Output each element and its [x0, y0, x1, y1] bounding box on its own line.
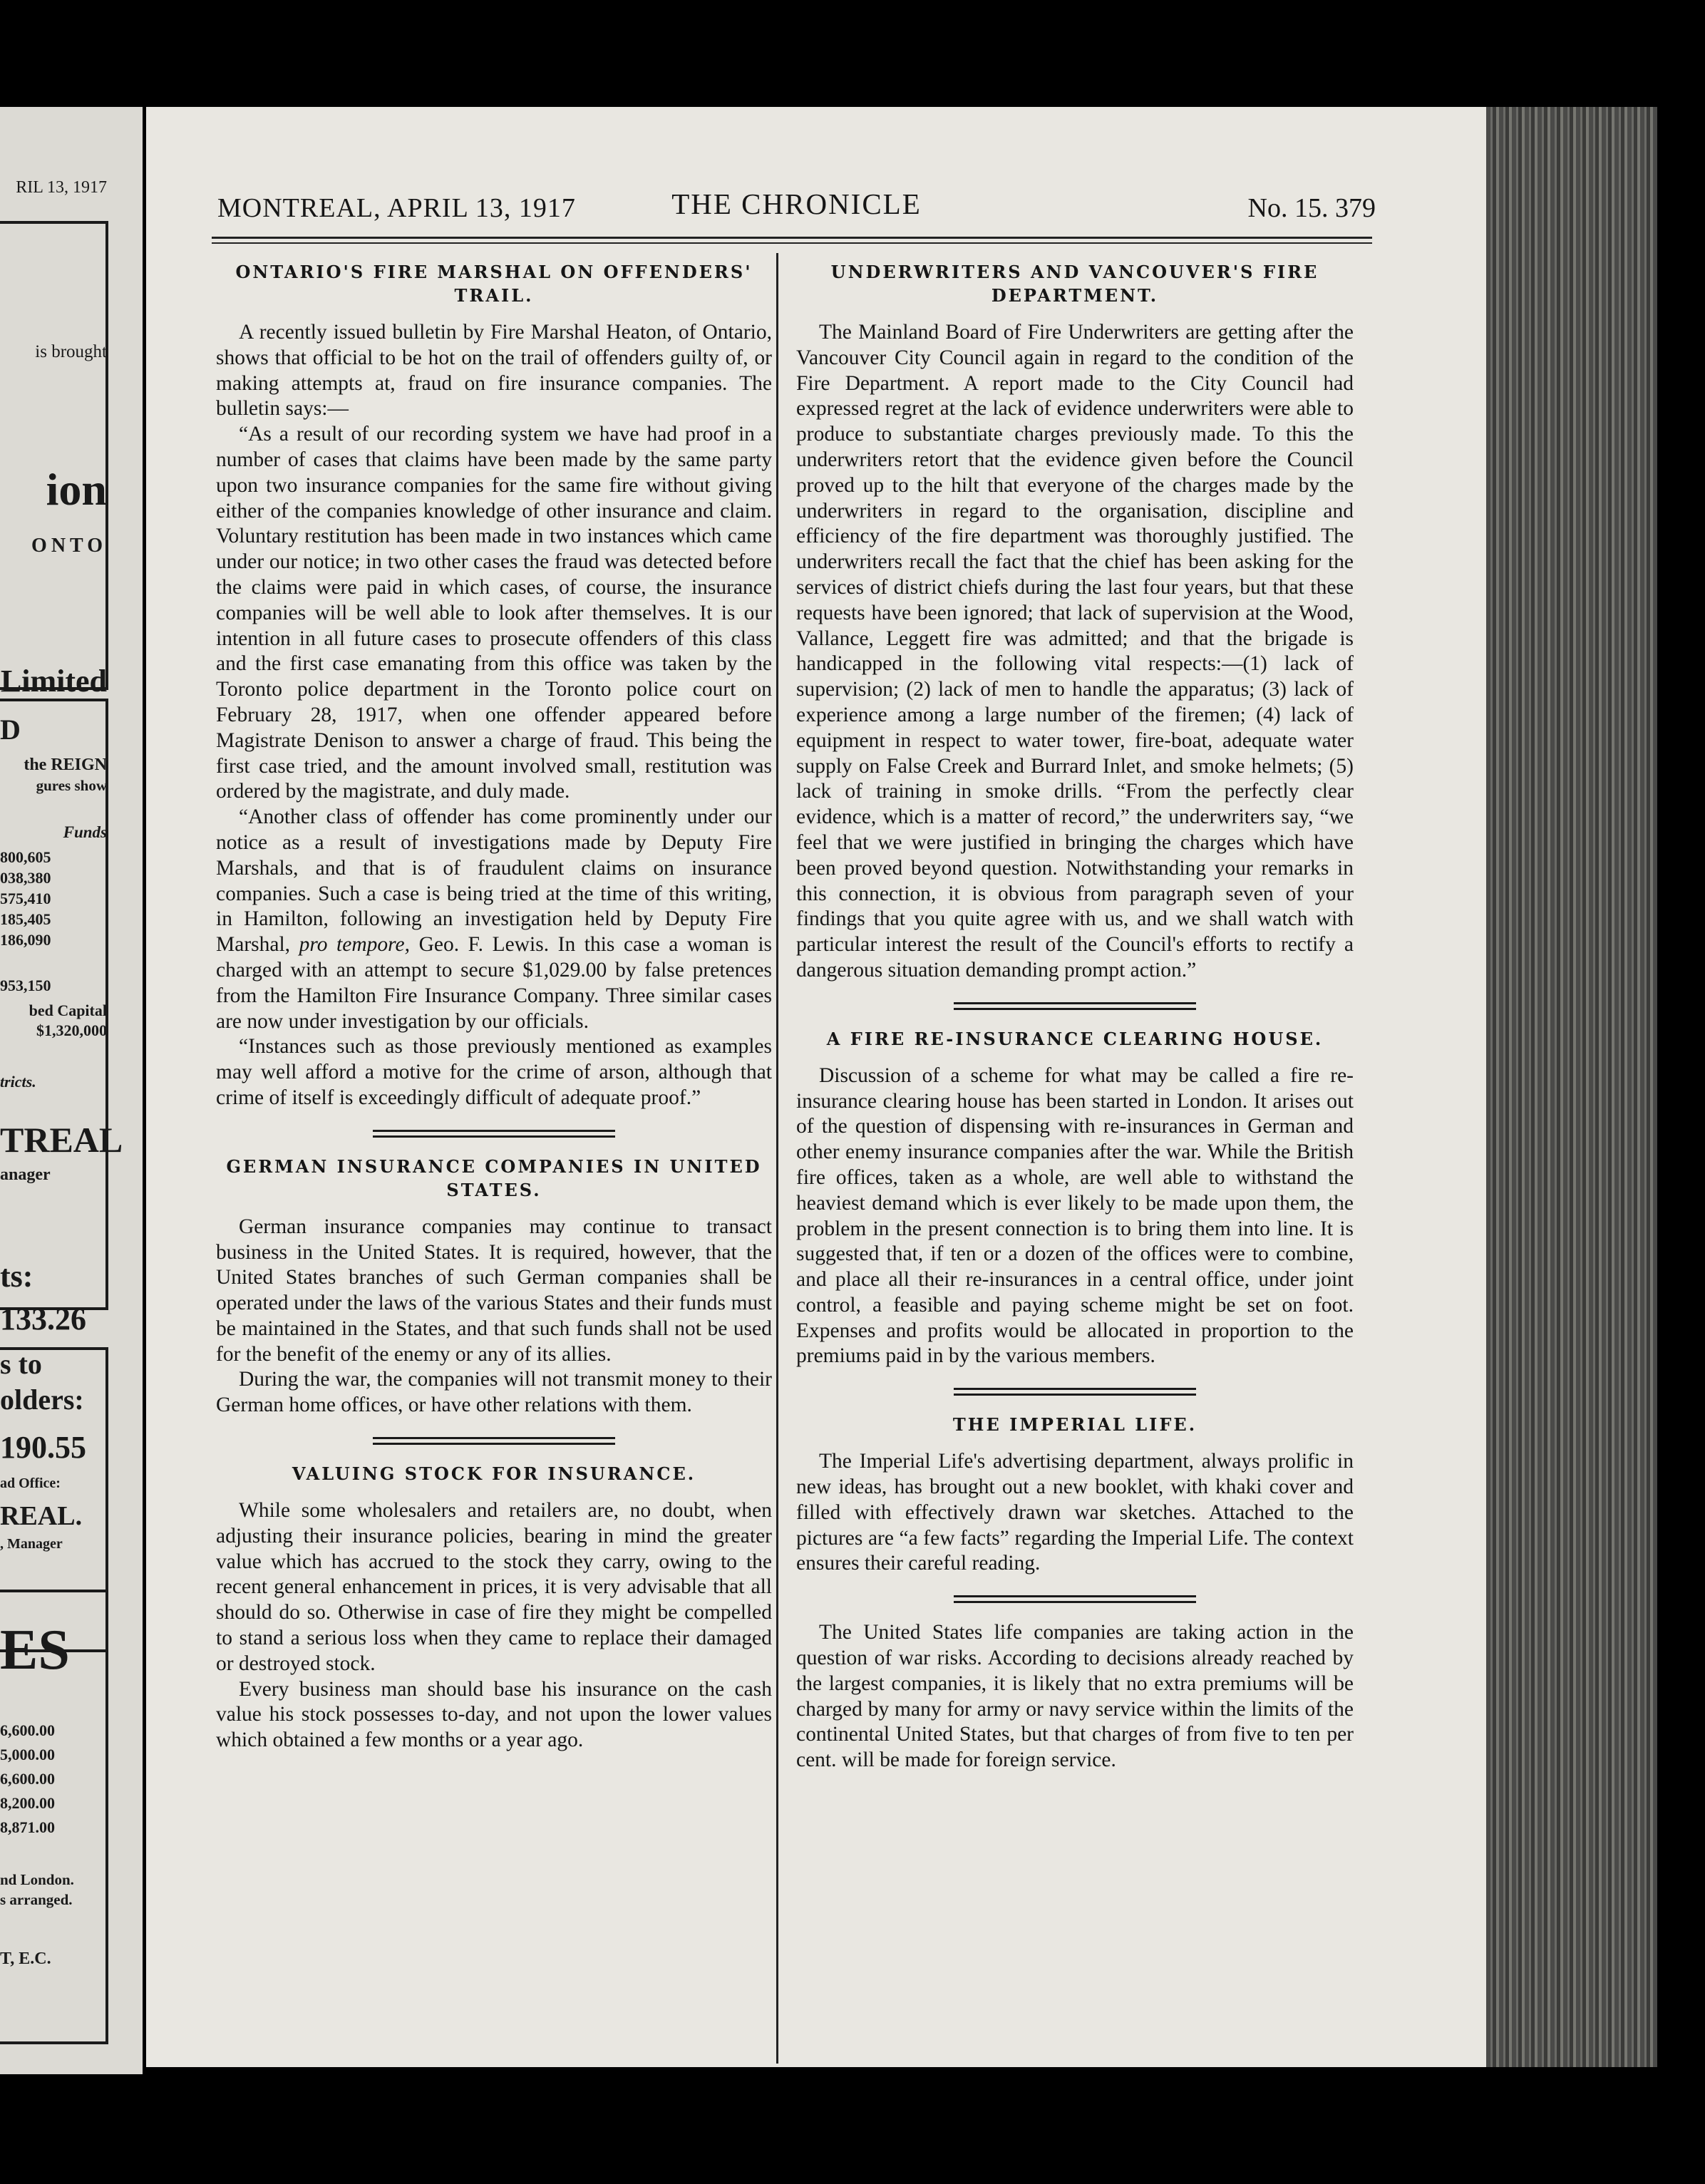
vancouver-paragraph-1: The Mainland Board of Fire Underwriters are getting after the Vancouver City Council again in regard to the condition of the Fire Department. A report made to the City Council had expressed regret at the lack of evidence underwriters were able to produce to substantiate charges previously made. To this the underwriters retort that the evidence given before the Council proved up to the hilt that everyone of the charges made by the underwriters in regard to the organisation, discipline and efficiency of the fire department was thoroughly justified. The underwriters recall the fact that the chief has been asking for the services of district chiefs during the last four years, but that these requests have been ignored; that lack of supervision at the Wood, Vallance, Leggett fire was admitted; and that the brigade is handicapped in the following vital respects:—(1) lack of supervision; (2) lack of men to handle the apparatus; (3) lack of experience among a large number of the firemen; (4) lack of equipment in respect to water tower, fire-boat, adequate water supply on False Creek and Burrard Inlet, and smoke helmets; (5) lack of training in smoke drills. “From the perfectly clear evidence, which is a matter of record,” the underwriters say, “we feel that we were justified in bringing the charges which have been proved beyond question. Notwithstanding your remarks in this connection, it is obvious from paragraph seven of your findings that you quite agree with us, and we shall watch with particular interest the result of the Council's efforts to rectify a dangerous situation demanding prompt action.”: [796, 321, 1354, 982]
facing-amount-1: 133.26: [0, 1302, 86, 1336]
heading-vancouver: UNDERWRITERS AND VANCOUVER'S FIRE DEPARTMENT.: [830, 262, 1319, 306]
facing-amount-4: 5,000.00: [0, 1746, 55, 1763]
clearing-paragraph-1: Discussion of a scheme for what may be called a fire re-insurance clearing house has been started in London. It arises out of the question of dispensing with re-insurances in German and other enemy insurance companies after the war. While the British fire offices, taken as a whole, are well able to withstand the heaviest demand which is ever likely to be made upon them, the problem in the present connection is to bring them into line. It is suggested that, if ten or a dozen of the offices were to combine, and place all their re-insurances in a central office, under joint control, a feasible and paying scheme might be set on foot. Expenses and profits would be allocated in proportion to the premiums paid in by the various members.: [796, 1063, 1354, 1368]
heading-clearing-house: A FIRE RE-INSURANCE CLEARING HOUSE.: [826, 1028, 1324, 1049]
page-header: [217, 187, 1376, 230]
section-rule: [954, 1595, 1196, 1603]
heading-german: GERMAN INSURANCE COMPANIES IN UNITED STATES.: [226, 1155, 762, 1200]
facing-amount-6: 8,200.00: [0, 1794, 55, 1812]
facing-text-districts: tricts.: [0, 1073, 36, 1091]
facing-text-office: ad Office:: [0, 1475, 61, 1491]
facing-capital-value: $1,320,000: [36, 1021, 107, 1039]
facing-capital-label: bed Capital: [29, 1001, 107, 1019]
header-rule-secondary: [212, 242, 1372, 244]
facing-total: 953,150: [0, 977, 51, 994]
newspaper-page: [146, 107, 1486, 2067]
section-rule: [954, 1002, 1196, 1010]
facing-text-manager: anager: [0, 1165, 51, 1184]
section-rule: [373, 1130, 615, 1138]
heading-ontario: ONTARIO'S FIRE MARSHAL ON OFFENDERS' TRAIL.: [235, 262, 753, 306]
facing-text-figures: gures show: [36, 777, 107, 794]
german-paragraph-2: During the war, the companies will not transmit money to their German home offices, or have other relations with them.: [216, 1368, 772, 1417]
header-page-number: No. 15. 379: [1247, 193, 1376, 223]
facing-page-date: RIL 13, 1917: [16, 178, 107, 197]
ontario-paragraph-3-italic: pro tempore,: [299, 933, 410, 957]
valuing-paragraph-2: Every business man should base his insurance on the cash value his stock possesses to-day, and not upon the lower values which obtained a few months or a year ago.: [216, 1677, 772, 1752]
facing-text-d: D: [0, 714, 21, 746]
facing-text-onto: ONTO: [31, 535, 107, 557]
header-dateline: MONTREAL, APRIL 13, 1917: [217, 193, 576, 223]
facing-number-4: 185,405: [0, 910, 51, 928]
facing-text-ts: ts:: [0, 1259, 34, 1294]
facing-amount-5: 6,600.00: [0, 1770, 55, 1788]
facing-page: [0, 107, 143, 2074]
facing-text-reign: the REIGN: [24, 756, 107, 774]
header-masthead: THE CHRONICLE: [671, 187, 922, 220]
heading-imperial-life: THE IMPERIAL LIFE.: [952, 1414, 1197, 1436]
facing-text-s-to: s to: [0, 1348, 42, 1380]
right-column: [796, 253, 1354, 1773]
ontario-paragraph-3-end: Geo. F. Lewis. In this case a woman is charged with an attempt to secure $1,029.00 by false pretences from the Hamilton Fire Insurance Company. Three similar cases are now under investigation by our officials.: [216, 933, 772, 1033]
facing-text-london: nd London.: [0, 1871, 74, 1888]
book-binding-edge: [1486, 107, 1657, 2067]
facing-number-1: 800,605: [0, 848, 51, 866]
facing-text-manager-2: , Manager: [0, 1536, 63, 1552]
facing-text-treal: TREAL: [0, 1120, 123, 1160]
heading-valuing: VALUING STOCK FOR INSURANCE.: [292, 1463, 696, 1485]
header-rule: [212, 237, 1372, 239]
facing-text-funds: Funds: [63, 823, 107, 841]
column-divider: [776, 253, 778, 2064]
imperial-paragraph-1: The Imperial Life's advertising department, always prolific in new ideas, has brought out a new booklet, with khaki cover and filled with effectively drawn war sketches. Attached to the pictures are “a few facts” regarding the Imperial Life. The context ensures their careful reading.: [796, 1450, 1354, 1575]
facing-number-3: 575,410: [0, 890, 51, 907]
facing-text-brought: is brought: [35, 342, 107, 361]
ontario-paragraph-2: “As a result of our recording system we have had proof in a number of cases that claims have been made by the same party upon two insurance companies for the same fire without giving either of the companies knowledge of other insurance and claim. Voluntary restitution has been made in two instances which came under our notice; in two other cases the fraud was detected before the claims were paid in which cases, of course, the insurance companies will be well able to look after themselves. It is our intention in all future cases to prosecute offenders of this class and the first case emanating from this office was taken by the Toronto police department in the Toronto police court on February 28, 1917, when one offender appeared before Magistrate Denison to answer a charge of fraud. This being the first case tried, and the amount involved small, restitution was ordered by the magistrate, and duly made.: [216, 423, 772, 803]
valuing-paragraph-1: While some wholesalers and retailers are, no doubt, when adjusting their insurance policies, bearing in mind the greater value which has accrued to the stock they carry, owing to the recent general enhancement in prices, it is very advisable that all should do so. Otherwise in case of fire they might be compelled to stand a serious loss when they came to replace their damaged or destroyed stock.: [216, 1499, 772, 1675]
facing-amount-3: 6,600.00: [0, 1721, 55, 1739]
ontario-paragraph-3-start: “Another class of offender has come prominently under our notice as a result of investigations made by Deputy Fire Marshals, and that is of fraudulent claims on insurance companies. Such a case is being tried at the time of this writing, in Hamilton, following an investigation held by Deputy Fire Marshal,: [216, 805, 772, 957]
left-column: [216, 253, 772, 1753]
facing-text-olders: olders:: [0, 1384, 84, 1416]
section-rule: [373, 1437, 615, 1445]
facing-number-5: 186,090: [0, 931, 51, 949]
facing-text-es: ES: [0, 1619, 70, 1681]
german-paragraph-1: German insurance companies may continue to transact business in the United States. It is required, however, that the United States branches of such German companies shall be operated under the laws of the various States and their funds must be maintained in the States, and that such funds shall not be used for the benefit of the enemy or any of its allies.: [216, 1215, 772, 1366]
facing-text-real: REAL.: [0, 1501, 83, 1531]
facing-text-limited: Limited: [0, 664, 107, 699]
ontario-paragraph-3: [216, 805, 772, 1034]
facing-text-ion: ion: [46, 464, 107, 515]
facing-text-te: T, E.C.: [0, 1949, 51, 1968]
facing-amount-2: 190.55: [0, 1430, 86, 1465]
ontario-paragraph-4: “Instances such as those previously mentioned as examples may well afford a motive for the crime of arson, although that crime of itself is exceedingly difficult of adequate proof.”: [216, 1035, 772, 1109]
ontario-paragraph-1: A recently issued bulletin by Fire Marshal Heaton, of Ontario, shows that official to be hot on the trail of offenders guilty of, or making attempts at, fraud on fire insurance companies. The bulletin says:—: [216, 321, 772, 421]
facing-text-arranged: s arranged.: [0, 1891, 73, 1908]
us-life-paragraph-1: The United States life companies are taking action in the question of war risks. According to decisions already reached by the largest companies, it is likely that no extra premiums will be charged by many for army or navy service within the limits of the continental United States, but that charges of from five to ten per cent. will be made for foreign service.: [796, 1621, 1354, 1772]
section-rule: [954, 1388, 1196, 1396]
facing-number-2: 038,380: [0, 869, 51, 887]
facing-ad-box-1: [0, 221, 108, 690]
facing-amount-7: 8,871.00: [0, 1818, 55, 1836]
